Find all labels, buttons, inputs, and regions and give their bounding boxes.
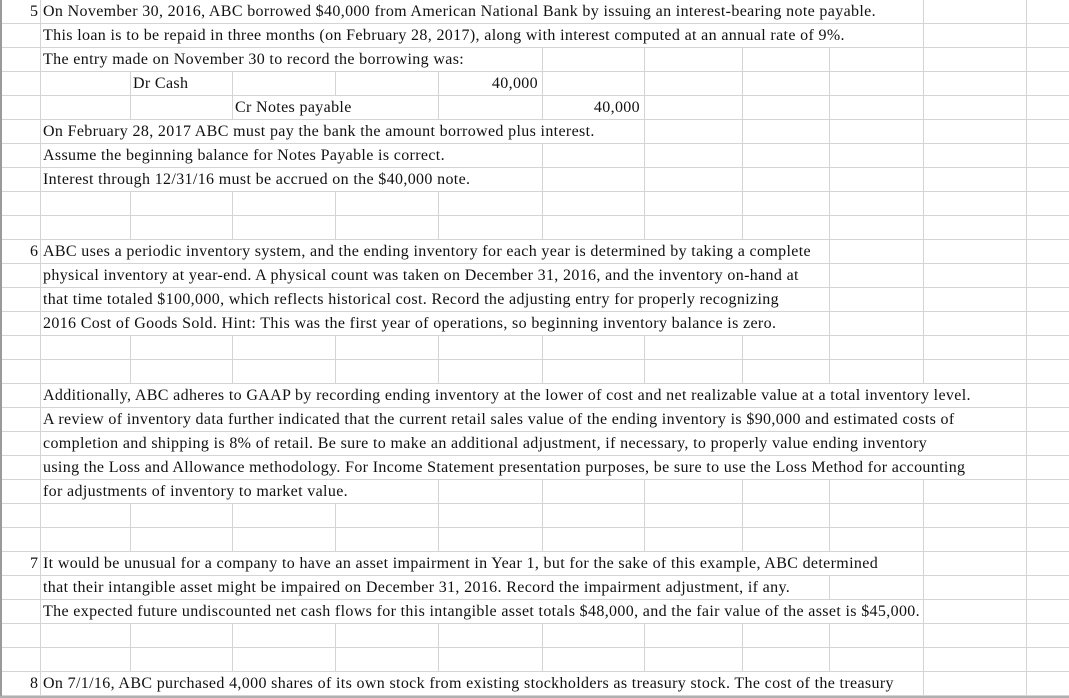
- question-text[interactable]: The expected future undiscounted net cash flows for this intangible asset totals $48,000, and the fair value of the asset is $45,000.: [41, 600, 923, 623]
- question-text[interactable]: completion and shipping is 8% of retail. Be sure to make an additional adjustment, if necessary, to properly value ending inventory: [41, 432, 1026, 455]
- row-gridline: [0, 191, 1069, 192]
- row-question-number: 8: [2, 672, 38, 695]
- question-text[interactable]: that their intangible asset might be impaired on December 31, 2016. Record the impairment adjustment, if any.: [41, 576, 829, 599]
- credit-account-cell[interactable]: Cr Notes payable: [233, 96, 438, 119]
- question-text[interactable]: using the Loss and Allowance methodology. For Income Statement presentation purposes, be sure to use the Loss Method for accounting: [41, 456, 1026, 479]
- question-text[interactable]: A review of inventory data further indicated that the current retail sales value of the ending inventory is $90,000 and estimated costs of: [41, 408, 1026, 431]
- question-text[interactable]: This loan is to be repaid in three months (on February 28, 2017), along with interest computed at an annual rate of 9%.: [41, 24, 923, 47]
- row-gridline: [0, 503, 1069, 504]
- row-gridline: [0, 95, 1069, 96]
- question-text[interactable]: The entry made on November 30 to record the borrowing was:: [41, 48, 542, 71]
- question-text[interactable]: physical inventory at year-end. A physical count was taken on December 31, 2016, and the inventory on-hand at: [41, 264, 829, 287]
- question-text[interactable]: It would be unusual for a company to have an asset impairment in Year 1, but for the sake of this example, ABC determined: [41, 552, 923, 575]
- question-text[interactable]: On November 30, 2016, ABC borrowed $40,000 from American National Bank by issuing an interest-bearing note payable.: [41, 0, 923, 23]
- question-text[interactable]: Assume the beginning balance for Notes Payable is correct.: [41, 144, 542, 167]
- debit-amount-cell[interactable]: 40,000: [439, 72, 542, 95]
- row-gridline: [0, 215, 1069, 216]
- question-text[interactable]: Interest through 12/31/16 must be accrued on the $40,000 note.: [41, 168, 542, 191]
- question-text[interactable]: for adjustments of inventory to market value.: [41, 480, 438, 503]
- question-text[interactable]: 2016 Cost of Goods Sold. Hint: This was the first year of operations, so beginning inventory balance is zero.: [41, 312, 829, 335]
- question-text[interactable]: that time totaled $100,000, which reflects historical cost. Record the adjusting entry for properly recognizing: [41, 288, 829, 311]
- row-question-number: 5: [2, 0, 38, 23]
- credit-amount-cell[interactable]: 40,000: [543, 96, 644, 119]
- row-gridline: [0, 335, 1069, 336]
- debit-account-cell[interactable]: Dr Cash: [131, 72, 232, 95]
- row-gridline: [0, 527, 1069, 528]
- row-gridline: [0, 647, 1069, 648]
- column-gridline: [829, 0, 830, 698]
- column-gridline: [1026, 0, 1027, 698]
- row-question-number: 6: [2, 240, 38, 263]
- row-gridline: [0, 623, 1069, 624]
- question-text[interactable]: On 7/1/16, ABC purchased 4,000 shares of its own stock from existing stockholders as treasury stock. The cost of the treasury: [41, 672, 923, 695]
- column-gridline: [923, 0, 924, 698]
- row-question-number: 7: [2, 552, 38, 575]
- question-text[interactable]: ABC uses a periodic inventory system, and the ending inventory for each year is determined by taking a complete: [41, 240, 829, 263]
- sheet-left-edge: [0, 0, 2, 698]
- question-text[interactable]: Additionally, ABC adheres to GAAP by recording ending inventory at the lower of cost and net realizable value at a total inventory level.: [41, 384, 1026, 407]
- row-gridline: [0, 359, 1069, 360]
- question-text[interactable]: On February 28, 2017 ABC must pay the bank the amount borrowed plus interest.: [41, 120, 644, 143]
